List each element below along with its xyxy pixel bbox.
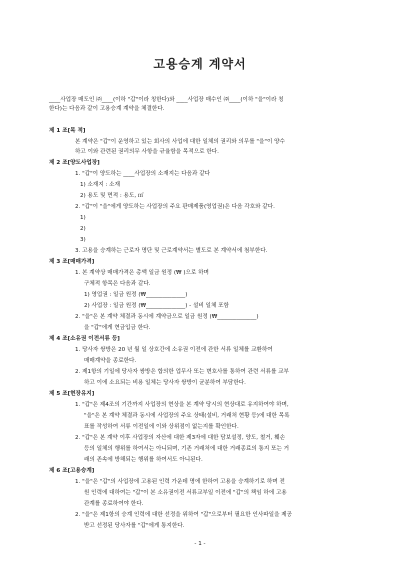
article-2-heading: 제 2 조[양도사업장] [49, 160, 100, 166]
article-line: 받고 선정된 당사자를 "갑"에게 통지한다. [84, 523, 185, 529]
article-line: 2) 사업장 : 일금 원정 (₩______________) - 설비 일체 포함 [84, 303, 229, 309]
article-line: "을"은 본 계약 체결과 동시에 사업장의 주요 상태(설비, 거래처 현황 등)에 대한 목록 [84, 413, 290, 419]
article-line: 2. "갑"은 본 계약 이후 사업장의 자산에 대한 제3자에 대한 담보설정, 양도, 철거, 훼손 [75, 435, 286, 441]
intro-line: 한다)는 다음과 같이 고용승계 계약을 체결한다. [49, 106, 165, 112]
article-line: 관계를 종료하여야 한다. [84, 501, 144, 507]
article-line: 2. "을"은 본 계약 체결과 동시에 계약금으로 일금 원정 (₩______________) [75, 314, 259, 320]
article-line: 본 계약은 "갑"이 운영하고 있는 회사의 사업에 대한 일체의 권리와 의무를 "을"이 양수 [75, 139, 285, 145]
article-line: 원 인력에 대하여는 "갑"이 본 소유권이전 서류교부일 이전에 "갑"의 책임 하에 고용 [84, 490, 287, 496]
article-line: 2) [80, 226, 86, 232]
document-title: 고용승계 계약서 [153, 57, 247, 71]
article-line: 3) [80, 237, 86, 243]
article-line: 하고 이에 소요되는 비용 일체는 당사자 쌍방이 균분하여 부담한다. [84, 380, 246, 386]
article-line: 표를 작성하여 서류 이전일에 이와 상위점이 없는지를 확인한다. [84, 424, 239, 430]
article-line: 래의 존속에 방해되는 행위를 하여서도 아니된다. [84, 457, 203, 463]
article-line: 1. "을"은 "갑"의 사업장에 고용된 인력 가운데 명에 한하여 고용을 승계하기로 하며 전 [75, 479, 285, 485]
article-line: 1. 당사자 쌍방은 20 년 월 일 상호간에 소유권 이전에 관한 서류 일체를 교환하여 [75, 347, 273, 353]
article-line: 등의 일체의 행위를 하여서는 아니되며, 기존 거래처에 대한 거래종료의 통지 또는 거 [84, 446, 290, 452]
article-6-heading: 제 6 조[고용승계] [49, 468, 95, 474]
article-line: 2) 용도 및 면적 : 용도, ㎡ [80, 193, 144, 199]
article-line: 하고 이와 관련된 권리의무 사항을 규율함을 목적으로 한다. [75, 149, 219, 155]
article-5-heading: 제 5 조[현장유지] [49, 391, 95, 397]
article-line: 1) 영업권 : 일금 원정 (₩______________) [84, 292, 188, 298]
article-line: 2. 제1항의 기일에 당사자 쌍방은 합의한 업무사 또는 변호사를 통하여 관련 서류를 교부 [75, 369, 289, 375]
article-1-heading: 제 1 조[목 적] [49, 128, 86, 134]
article-line: 2. "을"은 제1항의 승계 인력에 대한 선정을 위하여 "갑"으로부터 필요한 인사파일을 제공 [75, 512, 293, 518]
article-line: 1. "갑"이 양도하는 ____사업장의 소재지는 다음과 같다 [75, 171, 211, 177]
article-line: 매매계약을 종료한다. [84, 358, 137, 364]
intro-line: ____사업장 매도인 ㈜____(이하 "갑"이라 칭한다)와 ____사업장 매수인 ㈜____(이하 "을"이라 칭 [49, 97, 284, 103]
article-3-heading: 제 3 조[매매가격] [49, 259, 95, 265]
article-line: 1) [80, 215, 86, 221]
article-line: 3. 고용을 승계하는 근로자 명단 및 근로계약서는 별도로 본 계약서에 첨부한다. [75, 248, 268, 254]
article-4-heading: 제 4 조[소유권 이전서류 등] [49, 336, 120, 342]
article-line: 1. 본 계약상 매매가격은 총액 일금 원정 (₩ )으로 하며 [75, 270, 209, 276]
article-line: 구체적 항목은 다음과 같다. [84, 281, 151, 287]
page-number: - 1 - [194, 541, 206, 547]
article-line: 2. "갑"이 "을"에게 양도하는 사업장의 주요 판매제품(영업권)은 다음 각호와 같다. [75, 204, 275, 210]
article-line: 1. "갑"은 제4조의 기간까지 사업장의 현상을 본 계약 당시의 현상대로 유지하여야 하며, [75, 402, 289, 408]
article-line: 을 "갑"에게 현금입금 한다. [84, 325, 151, 331]
article-line: 1) 소재지 : 소재 [80, 182, 120, 188]
